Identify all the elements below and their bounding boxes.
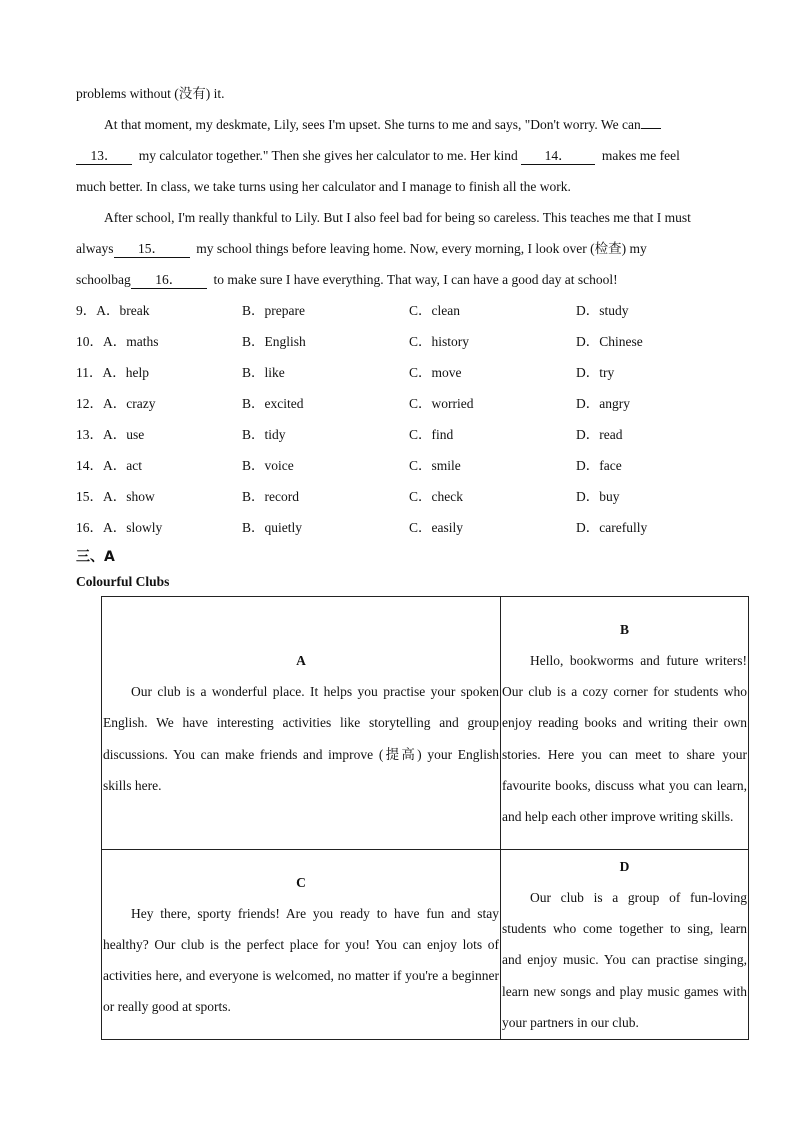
passage-line (76, 171, 748, 202)
question-number: 11． (76, 365, 103, 380)
option-d[interactable]: D．try (576, 365, 615, 380)
question-number: 10． (76, 334, 103, 349)
option-row (76, 512, 748, 543)
exam-page (76, 78, 748, 599)
option-a[interactable]: A．maths (103, 334, 159, 349)
blank-15: 15． (114, 241, 190, 258)
club-description: Our club is a group of fun-loving students who come together to sing, learn and enjoy music. You can practise singing, learn new songs and play music games with your partners in our club. (502, 889, 747, 1030)
club-description: Hello, bookworms and future writers! Our club is a cozy corner for students who enjoy reading books and writing their own stories. Here you can meet to share your favourite books, discuss what you can learn, and help each other improve writing skills. (502, 652, 747, 824)
option-b[interactable]: B．quietly (242, 520, 302, 535)
option-d[interactable]: D．study (576, 303, 629, 318)
option-a[interactable]: A．act (103, 458, 142, 473)
option-a[interactable]: A．crazy (103, 396, 156, 411)
passage-line (76, 140, 748, 171)
passage-text: At that moment, my deskmate, Lily, sees I'm upset. She turns to me and says, "Don't worry. We can (104, 117, 641, 132)
passage-text: my calculator together." Then she gives her calculator to me. Her kind (138, 148, 518, 163)
passage-paragraph-2 (76, 109, 748, 140)
option-b[interactable]: B．excited (242, 396, 304, 411)
club-label: D (619, 858, 630, 874)
option-row (76, 357, 748, 388)
option-d[interactable]: D．Chinese (576, 334, 643, 349)
club-cell-a (102, 597, 501, 850)
question-number: 14． (76, 458, 103, 473)
option-c[interactable]: C．clean (409, 303, 460, 318)
option-b[interactable]: B．English (242, 334, 306, 349)
passage-text: always (76, 241, 114, 256)
option-c[interactable]: C．history (409, 334, 470, 349)
passage-line (76, 264, 748, 295)
question-number: 9． (76, 303, 97, 318)
option-d[interactable]: D．read (576, 427, 623, 442)
club-label: B (619, 621, 629, 637)
option-d[interactable]: D．buy (576, 489, 620, 504)
club-description: Our club is a wonderful place. It helps you practise your spoken English. We have interesting activities like storytelling and group discussions. You can make friends and improve (提高) your English skills here. (103, 684, 499, 793)
passage-text: problems without (没有) it. (76, 86, 225, 101)
option-c[interactable]: C．worried (409, 396, 474, 411)
option-row (76, 388, 748, 419)
passage-text: makes me feel (601, 148, 680, 163)
passage-paragraph-3 (76, 202, 748, 233)
club-cell-c (102, 850, 501, 1040)
clubs-row (102, 597, 749, 850)
option-row (76, 450, 748, 481)
option-row (76, 481, 748, 512)
question-number: 15． (76, 489, 103, 504)
option-b[interactable]: B．voice (242, 458, 294, 473)
option-a[interactable]: A．break (96, 303, 150, 318)
question-number: 13． (76, 427, 103, 442)
passage-line (76, 78, 748, 109)
option-c[interactable]: C．check (409, 489, 463, 504)
option-a[interactable]: A．show (103, 489, 155, 504)
passage-text: much better. In class, we take turns using her calculator and I manage to finish all the work. (76, 179, 571, 194)
option-c[interactable]: C．easily (409, 520, 463, 535)
option-b[interactable]: B．record (242, 489, 299, 504)
club-cell-b (501, 597, 749, 850)
option-c[interactable]: C．find (409, 427, 454, 442)
option-a[interactable]: A．help (102, 365, 149, 380)
club-description: Hey there, sporty friends! Are you ready to have fun and stay healthy? Our club is the perfect place for you! You can enjoy lots of activities here, and everyone is welcomed, no matter if you're a beginner or really good at sports. (103, 905, 499, 1015)
clubs-row (102, 850, 749, 1040)
option-b[interactable]: B．tidy (242, 427, 286, 442)
passage-text: my school things before leaving home. Now, every morning, I look over (检查) my (196, 241, 647, 256)
blank-16: 16． (131, 272, 207, 289)
option-d[interactable]: D．carefully (576, 520, 648, 535)
blank-underline (641, 128, 661, 129)
clubs-table (101, 596, 749, 1040)
option-d[interactable]: D．face (576, 458, 622, 473)
option-c[interactable]: C．smile (409, 458, 461, 473)
passage-text: schoolbag (76, 272, 131, 287)
option-b[interactable]: B．prepare (242, 303, 305, 318)
option-c[interactable]: C．move (409, 365, 462, 380)
blank-13: 13． (76, 148, 132, 165)
club-label: A (296, 653, 306, 669)
passage-line (76, 233, 748, 264)
club-label: C (296, 874, 306, 890)
option-d[interactable]: D．angry (576, 396, 630, 411)
option-b[interactable]: B．like (242, 365, 285, 380)
option-row (76, 295, 748, 326)
option-a[interactable]: A．slowly (103, 520, 163, 535)
option-row (76, 419, 748, 450)
question-number: 12． (76, 396, 103, 411)
passage-text: After school, I'm really thankful to Lily. But I also feel bad for being so careless. This teaches me that I must (104, 210, 691, 225)
club-cell-d (501, 850, 749, 1040)
section-heading: 三、A (76, 549, 115, 565)
options-list (76, 295, 748, 543)
option-row (76, 326, 748, 357)
reading-title: Colourful Clubs (76, 574, 170, 589)
blank-14: 14． (521, 148, 595, 165)
option-a[interactable]: A．use (103, 427, 145, 442)
question-number: 16． (76, 520, 103, 535)
passage-text: to make sure I have everything. That way, I can have a good day at school! (213, 272, 618, 287)
